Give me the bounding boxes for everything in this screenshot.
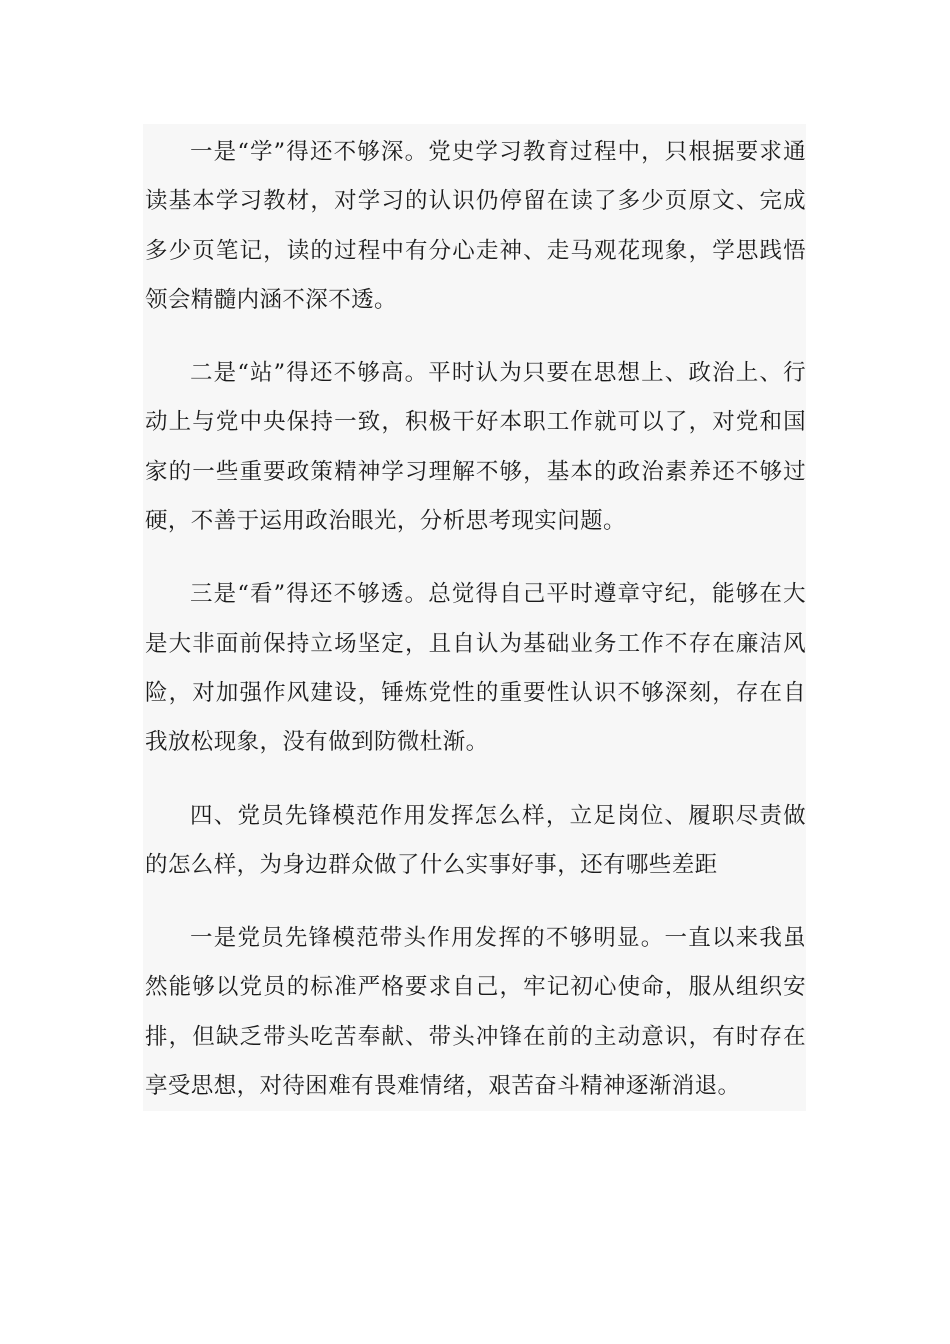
paragraph-xue: 一是“学”得还不够深。党史学习教育过程中，只根据要求通读基本学习教材，对学习的认识仍停留在读了多少页原文、完成多少页笔记，读的过程中有分心走神、走马观花现象，学思践悟领会精髓内涵不深不透。 — [145, 139, 806, 313]
document-body — [143, 124, 806, 1111]
paragraph-kan: 三是“看”得还不够透。总觉得自己平时遵章守纪，能够在大是大非面前保持立场坚定，且自认为基础业务工作不存在廉洁风险，对加强作风建设，锤炼党性的重要性认识不够深刻，存在自我放松现象，没有做到防微杜渐。 — [145, 581, 806, 756]
paragraph-vanguard: 一是党员先锋模范带头作用发挥的不够明显。一直以来我虽然能够以党员的标准严格要求自己，牢记初心使命，服从组织安排，但缺乏带头吃苦奉献、带头冲锋在前的主动意识，有时存在享受思想，对待困难有畏难情绪，艰苦奋斗精神逐渐消退。 — [145, 925, 806, 1100]
paragraph-zhan: 二是“站”得还不够高。平时认为只要在思想上、政治上、行动上与党中央保持一致，积极干好本职工作就可以了，对党和国家的一些重要政策精神学习理解不够，基本的政治素养还不够过硬，不善于运用政治眼光，分析思考现实问题。 — [145, 360, 806, 535]
section-heading-four: 四、党员先锋模范作用发挥怎么样，立足岗位、履职尽责做的怎么样，为身边群众做了什么实事好事，还有哪些差距 — [145, 802, 806, 878]
